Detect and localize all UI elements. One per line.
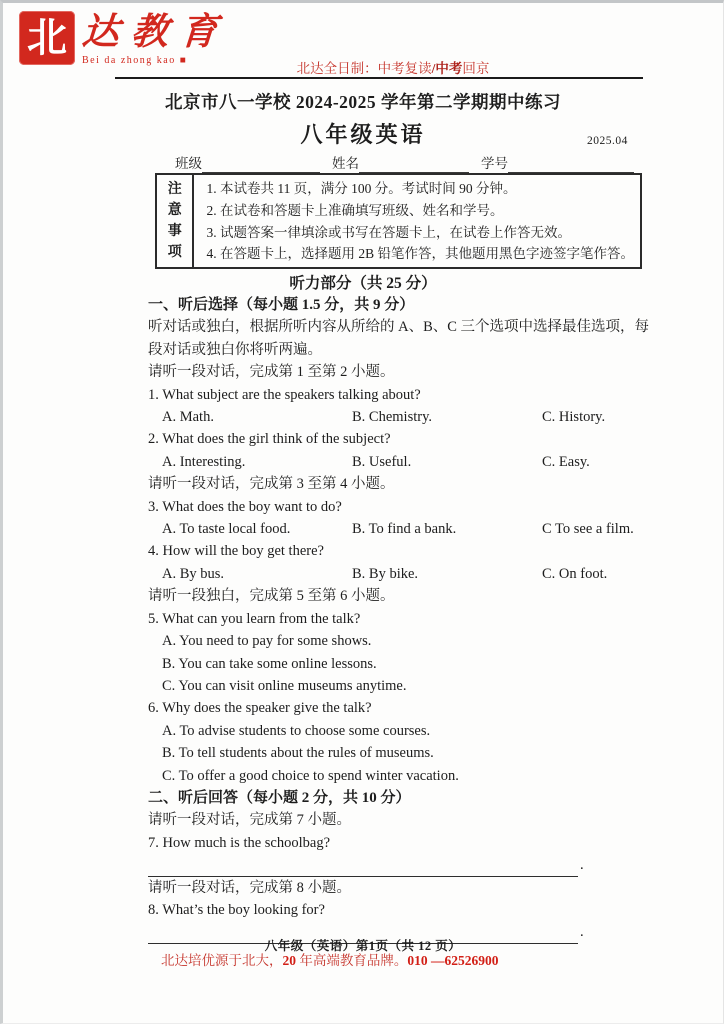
- q6-option-a: A. To advise students to choose some courses.: [162, 722, 431, 739]
- name-blank-line: [359, 157, 469, 173]
- section1-intro-line1: 听对话或独白，根据所听内容从所给的 A、B、C 三个选项中选择最佳选项，每: [148, 319, 650, 336]
- student-info-row: [175, 152, 646, 173]
- question-2-options: [148, 451, 663, 473]
- q6-option-c: C. To offer a good choice to spend winter vacation.: [162, 767, 459, 784]
- q4-option-c: C. On foot.: [542, 565, 608, 582]
- q3-option-c: C To see a film.: [542, 521, 634, 538]
- class-blank-line: [202, 157, 320, 173]
- blank-tail-8: .: [580, 924, 584, 941]
- class-label: 班级: [175, 156, 202, 171]
- question-5-text: 5. What can you learn from the talk?: [148, 610, 361, 627]
- promo-part-1: 北达培优源于北大，: [161, 953, 283, 968]
- logo-script-text: 达教育: [80, 12, 231, 53]
- question-6-text: 6. Why does the speaker give the talk?: [148, 700, 372, 717]
- slogan-part-3: 回京: [462, 61, 490, 76]
- question-1-text: 1. What subject are the speakers talking about?: [148, 386, 421, 403]
- question-7-answer-blank: [148, 854, 663, 876]
- section2-heading: 二、听后回答（每小题 2 分，共 10 分）: [148, 789, 411, 806]
- monolog-prompt-5-6: 请听一段独白，完成第 5 至第 6 小题。: [148, 588, 395, 605]
- blank-tail-7: .: [580, 857, 584, 874]
- notice-side-label: [157, 175, 194, 267]
- listening-part-title: 听力部分（共 25 分）: [289, 275, 437, 292]
- q4-option-b: B. By bike.: [352, 565, 419, 582]
- question-body: [148, 294, 663, 944]
- q3-option-a: A. To taste local food.: [162, 521, 291, 538]
- class-field: [175, 152, 320, 173]
- notice-item-1: 1. 本试卷共 11 页，满分 100 分。考试时间 90 分钟。: [206, 181, 517, 196]
- exam-title: 北京市八一学校 2024-2025 学年第二学期期中练习: [164, 92, 562, 112]
- question-7-text: 7. How much is the schoolbag?: [148, 834, 331, 851]
- q5-option-b: B. You can take some online lessons.: [162, 655, 377, 672]
- exam-notice-box: [155, 173, 642, 269]
- banner-slogan: [143, 57, 643, 77]
- answer-rule-7: [148, 860, 578, 877]
- q1-option-c: C. History.: [542, 409, 606, 426]
- student-id-blank-line: [508, 157, 634, 173]
- beida-seal-icon: 北: [19, 11, 75, 65]
- notice-char-1: 注: [167, 182, 182, 197]
- question-4-text: 4. How will the boy get there?: [148, 543, 324, 560]
- q2-option-b: B. Useful.: [352, 453, 412, 470]
- promo-phone: 010 —62526900: [407, 953, 499, 968]
- exam-date: 2025.04: [587, 135, 628, 147]
- section1-heading: 一、听后选择（每小题 1.5 分，共 9 分）: [148, 297, 415, 313]
- student-id-field: [481, 152, 634, 173]
- dialog-prompt-7: 请听一段对话，完成第 7 小题。: [148, 812, 351, 829]
- notice-char-3: 事: [167, 224, 182, 239]
- notice-item-3: 3. 试题答案一律填涂或书写在答题卡上，在试卷上作答无效。: [206, 224, 571, 240]
- q5-option-c: C. You can visit online museums anytime.: [162, 677, 407, 694]
- promo-part-2: 20: [282, 953, 296, 968]
- q2-option-c: C. Easy.: [542, 453, 590, 470]
- question-3-options: [148, 518, 663, 540]
- q4-option-a: A. By bus.: [162, 565, 225, 582]
- q2-option-a: A. Interesting.: [162, 453, 246, 470]
- name-label: 姓名: [332, 156, 359, 171]
- question-4-options: [148, 563, 663, 585]
- header-divider: [115, 77, 643, 79]
- notice-char-2: 意: [167, 203, 182, 218]
- dialog-prompt-1-2: 请听一段对话，完成第 1 至第 2 小题。: [148, 364, 395, 381]
- promo-part-3: 年高端教育品牌。: [296, 953, 408, 968]
- q1-option-b: B. Chemistry.: [352, 409, 433, 426]
- slogan-part-1: 北达全日制：中考复读: [296, 61, 432, 76]
- dialog-prompt-3-4: 请听一段对话，完成第 3 至第 4 小题。: [148, 476, 395, 493]
- q5-option-a: A. You need to pay for some shows.: [162, 633, 372, 650]
- q1-option-a: A. Math.: [162, 409, 214, 426]
- notice-item-4: 4. 在答题卡上，选择题用 2B 铅笔作答，其他题用黑色字迹签字笔作答。: [206, 246, 634, 262]
- notice-char-4: 项: [167, 245, 182, 260]
- question-1-options: [148, 406, 663, 428]
- name-field: [332, 152, 469, 173]
- page-number-footer: 八年级（英语）第1页（共 12 页）: [264, 939, 462, 953]
- exam-subject: 八年级英语: [300, 122, 426, 147]
- q6-option-b: B. To tell students about the rules of museums.: [162, 745, 434, 762]
- question-3-text: 3. What does the boy want to do?: [148, 498, 342, 515]
- q3-option-b: B. To find a bank.: [352, 521, 457, 538]
- notice-item-2: 2. 在试卷和答题卡上准确填写班级、姓名和学号。: [206, 202, 504, 218]
- promo-footer: [161, 949, 499, 969]
- question-8-text: 8. What’s the boy looking for?: [148, 901, 325, 918]
- question-2-text: 2. What does the girl think of the subject?: [148, 431, 391, 448]
- dialog-prompt-8: 请听一段对话，完成第 8 小题。: [148, 879, 351, 896]
- logo-subtitle: Bei da zhong kao ■: [82, 55, 188, 66]
- student-id-label: 学号: [481, 156, 508, 171]
- section1-intro-line2: 段对话或独白你将听两遍。: [148, 341, 322, 358]
- slogan-part-2: /中考: [431, 61, 463, 76]
